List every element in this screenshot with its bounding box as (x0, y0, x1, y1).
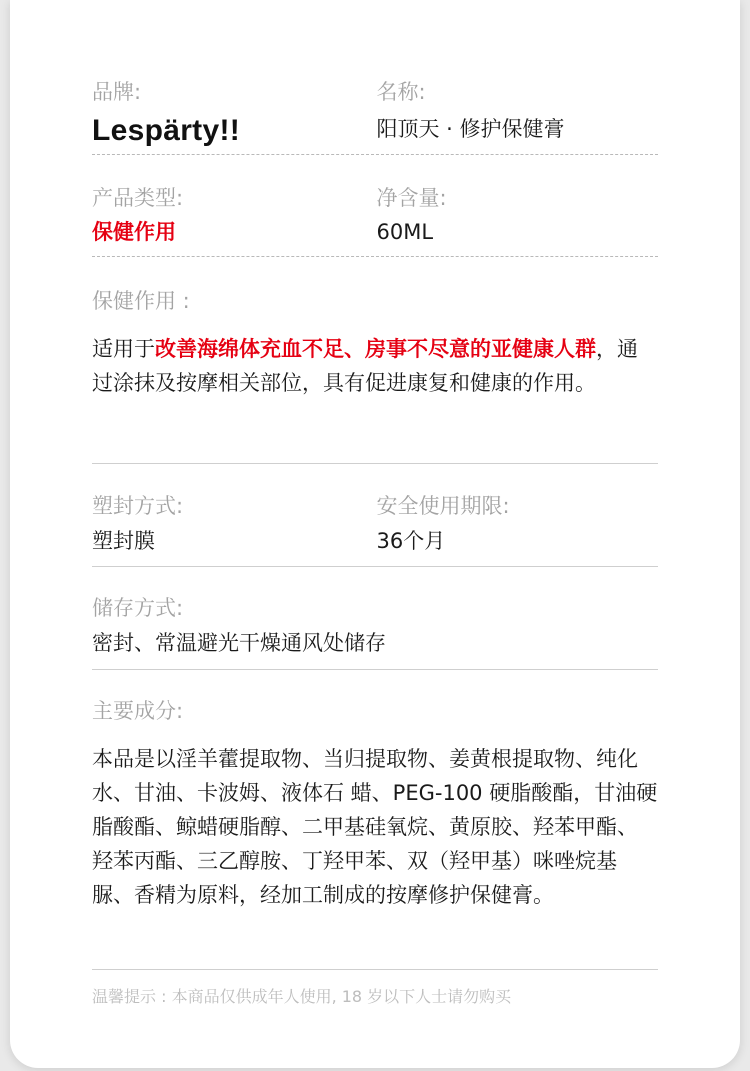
product-type-value: 保健作用 (92, 220, 176, 244)
net-content-label: 净含量: (376, 186, 447, 210)
divider (92, 566, 658, 567)
seal-block (92, 492, 374, 566)
net-content-value: 60ML (376, 220, 434, 244)
effect-text-rest: ，通过涂抹及按摩相关部位，具有促进康复和健康的作用。 (92, 337, 638, 395)
info-card (10, 0, 740, 1068)
storage-label: 储存方式: (92, 596, 184, 620)
product-type-label: 产品类型: (92, 186, 184, 210)
effect-text-highlight: 改善海绵体充血不足、房事不尽意的亚健康人群 (155, 337, 596, 361)
shelf-life-block (374, 492, 659, 566)
brand-name-row (92, 78, 658, 154)
storage-value: 密封、常温避光干燥通风处储存 (92, 631, 386, 655)
name-block (374, 78, 659, 154)
shelf-life-value: 36个月 (376, 529, 446, 553)
effect-label: 保健作用 : (92, 289, 190, 313)
brand-label: 品牌: (92, 80, 142, 104)
seal-value: 塑封膜 (92, 529, 155, 553)
effect-block (92, 287, 658, 463)
name-value: 阳顶天 · 修护保健膏 (376, 117, 565, 141)
divider (92, 463, 658, 464)
effect-text-lead: 适用于 (92, 337, 155, 361)
type-content-row (92, 184, 658, 256)
divider (92, 154, 658, 155)
notice-text: 温馨提示 : 本商品仅供成年人使用, 18 岁以下人士请勿购买 (92, 987, 512, 1006)
product-type-block (92, 184, 374, 256)
ingredients-text: 本品是以淫羊藿提取物、当归提取物、姜黄根提取物、纯化水、甘油、卡波姆、液体石 蜡、PEG-100 硬脂酸酯，甘油硬脂酸酯、鲸蜡硬脂醇、二甲基硅氧烷、黄原胶、羟苯甲酯、羟苯丙酯、三乙醇胺、丁羟甲苯、双（羟甲基）咪唑烷基脲、香精为原料，经加工制成的按摩修护保健膏。 (92, 747, 658, 907)
effect-text (92, 332, 658, 400)
shelf-life-label: 安全使用期限: (376, 494, 510, 518)
seal-shelf-row (92, 492, 658, 566)
divider (92, 256, 658, 257)
info-content (92, 78, 658, 1007)
ingredients-label: 主要成分: (92, 699, 184, 723)
brand-block (92, 78, 374, 154)
ingredients-block (92, 697, 658, 969)
divider (92, 969, 658, 970)
seal-label: 塑封方式: (92, 494, 184, 518)
divider (92, 669, 658, 670)
name-label: 名称: (376, 80, 426, 104)
net-content-block (374, 184, 659, 256)
storage-block (92, 594, 658, 669)
brand-logo-text: Lespärty!! (92, 114, 241, 147)
